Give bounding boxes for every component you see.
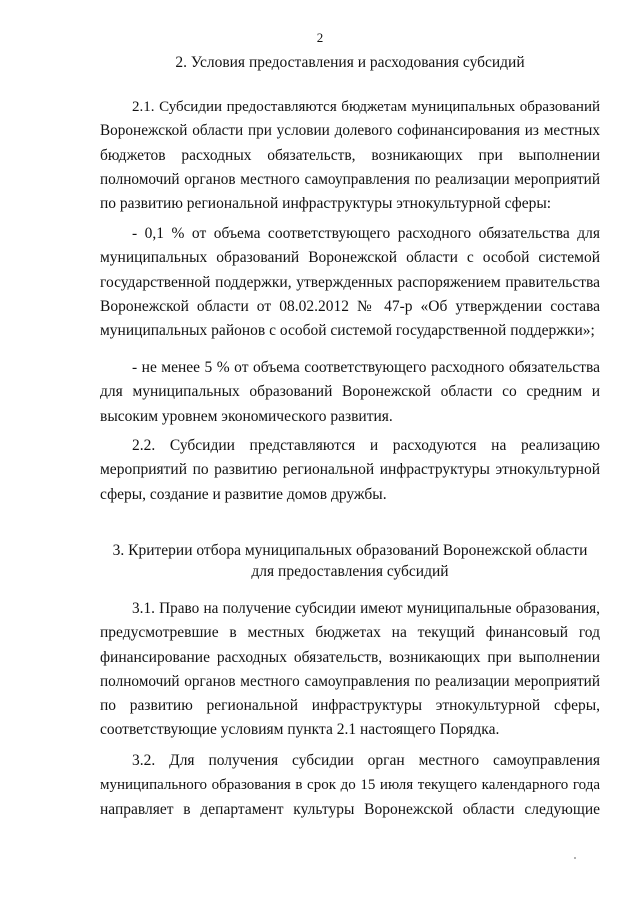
text-line: мероприятий по развитию региональной инфраструктуры этнокультурной (100, 461, 600, 479)
text-line: полномочий органов местного самоуправления по реализации мероприятий (100, 672, 600, 690)
text-line: соответствующие условиям пункта 2.1 настоящего Порядка. (100, 721, 500, 739)
text-line: полномочий органов местного самоуправления по реализации мероприятий (100, 170, 600, 188)
text-line: бюджетов расходных обязательств, возникающих при выполнении (100, 146, 600, 164)
page-number: 2 (316, 30, 324, 45)
text-line: 2.2. Субсидии представляются и расходуются на реализацию (132, 437, 600, 454)
text-line: Воронежской области от 08.02.2012 № 47-р «Об утверждении состава (100, 297, 600, 315)
text-line: направляет в департамент культуры Воронежской области следующие (100, 800, 600, 818)
section-3-heading-line-1: 3. Критерии отбора муниципальных образований Воронежской области (112, 542, 588, 559)
paragraph-2-2 (100, 434, 600, 507)
text-line: предусмотревшие в местных бюджетах на текущий финансовый год (100, 624, 600, 642)
section-3-heading (90, 540, 610, 582)
text-line: - не менее 5 % от объема соответствующего расходного обязательства (132, 359, 600, 376)
text-line: для муниципальных образований Воронежской области со средним и (100, 383, 600, 401)
text-line: муниципального образования в срок до 15 июля текущего календарного года (100, 777, 600, 794)
text-line: Воронежской области при условии долевого софинансирования из местных (100, 122, 600, 140)
text-line: - 0,1 % от объема соответствующего расходного обязательства для (132, 225, 600, 242)
text-line: финансирование расходных обязательств, возникающих при выполнении (100, 648, 600, 666)
text-line: высоким уровнем экономического развития. (100, 407, 393, 425)
text-line: по развитию региональной инфраструктуры этнокультурной сферы, (100, 697, 600, 715)
bullet-2 (100, 356, 600, 429)
section-3-heading-line-2: для предоставления субсидий (251, 563, 449, 580)
text-line: 3.1. Право на получение субсидии имеют муниципальные образования, (132, 600, 600, 617)
scan-speck (574, 857, 576, 859)
text-line: по развитию региональной инфраструктуры этнокультурной сферы: (100, 195, 552, 213)
section-2-heading: 2. Условия предоставления и расходования субсидий (175, 54, 525, 71)
text-line: 3.2. Для получения субсидии орган местного самоуправления (132, 752, 600, 769)
text-line: муниципальных районов с особой системой государственной поддержки»; (100, 322, 595, 340)
bullet-1 (100, 222, 600, 343)
paragraph-3-1 (100, 597, 600, 743)
text-line: сферы, создание и развитие домов дружбы. (100, 485, 387, 503)
text-line: государственной поддержки, утвержденных распоряжением правительства (100, 273, 600, 291)
text-line: 2.1. Субсидии предоставляются бюджетам муниципальных образований (132, 99, 600, 115)
text-line: муниципальных образований Воронежской области с особой системой (100, 249, 600, 267)
paragraph-3-2 (100, 749, 600, 822)
paragraph-2-1 (100, 95, 600, 216)
